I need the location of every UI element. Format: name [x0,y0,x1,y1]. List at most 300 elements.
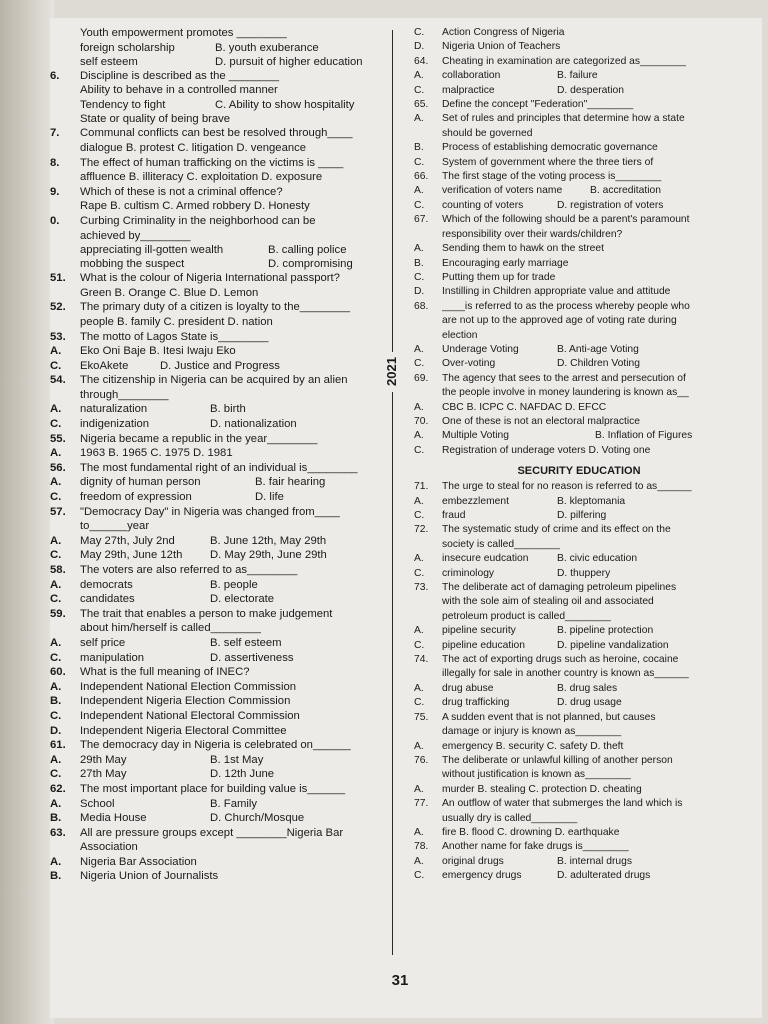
line-marker: 74. [414,654,429,666]
line-text: about him/herself is called________ [80,622,261,635]
question-line [414,682,714,696]
line-marker: 70. [414,415,429,427]
option-text: indigenization [80,418,150,431]
line-marker: 52. [50,301,66,314]
question-line [50,185,376,200]
option-pair [442,696,714,710]
line-text: The agency that sees to the arrest and persecution of [442,372,686,384]
question-line [414,199,714,213]
option-text: D. registration of voters [557,199,664,211]
option-text: drug abuse [442,682,494,694]
option-pair [442,509,714,523]
line-text: responsibility over their wards/children? [442,228,623,240]
line-text: through________ [80,388,169,401]
line-text: affluence B. illiteracy C. exploitation D. exposure [80,171,323,184]
option-text: School [80,797,115,810]
option-text: D. pipeline vandalization [557,639,669,651]
column-divider [392,30,393,955]
option-pair [80,490,376,504]
option-text: original drugs [442,855,504,867]
question-line [414,624,714,638]
question-line [50,694,376,709]
question-line [414,725,714,739]
line-marker: 51. [50,272,66,285]
line-marker: 75. [414,711,429,723]
question-line [414,26,714,40]
line-marker: A. [414,430,424,442]
line-text: usually dry is called________ [442,812,578,824]
question-line [414,357,714,371]
question-line [414,98,714,112]
question-line [414,112,714,126]
line-marker: A. [50,403,62,416]
option-text: D. compromising [268,258,353,271]
option-text: embezzlement [442,495,509,507]
question-line [50,505,376,520]
question-line [414,343,714,357]
option-text: May 27th, July 2nd [80,534,175,547]
option-text: D. Church/Mosque [210,812,305,825]
option-text: B. failure [557,70,598,82]
line-marker: A. [50,345,62,358]
question-line [50,724,376,739]
question-line [414,242,714,256]
line-text: The urge to steal for no reason is referred to as______ [442,481,692,493]
question-line [414,495,714,509]
line-marker: C. [50,593,62,606]
question-line [414,595,714,609]
line-marker: 0. [50,214,60,227]
question-line [414,271,714,285]
question-line [414,444,714,458]
option-pair [80,592,376,606]
question-line [50,402,376,417]
line-marker: 67. [414,214,429,226]
question-line [414,156,714,170]
line-marker: B. [50,870,62,883]
option-pair [80,402,376,416]
line-text: The first stage of the voting process is________ [442,171,662,183]
question-line [50,112,376,127]
question-line [50,797,376,812]
option-text: Multiple Voting [442,430,509,442]
book-binding [0,0,54,1024]
question-line [414,509,714,523]
question-line [50,621,376,636]
question-line [414,314,714,328]
line-marker: A. [50,476,62,489]
question-line [50,651,376,666]
line-text: Set of rules and principles that determine how a state [442,113,685,125]
question-line [50,753,376,768]
question-line [414,257,714,271]
left-column [50,26,376,884]
line-text: to______year [80,520,150,533]
line-text: Discipline is described as the ________ [80,69,280,82]
option-text: May 29th, June 12th [80,549,183,562]
option-pair [442,84,714,98]
line-text: Nigeria Bar Association [80,855,197,868]
line-marker: A. [414,625,424,637]
line-text: Nigeria Union of Journalists [80,870,219,883]
option-text: B. 1st May [210,753,264,766]
question-line [50,359,376,374]
option-text: mobbing the suspect [80,258,185,271]
line-marker: C. [414,510,425,521]
question-line [414,581,714,595]
question-line [414,40,714,54]
line-marker: 73. [414,582,429,594]
question-line [414,667,714,681]
line-marker: 65. [414,99,429,111]
line-marker: A. [50,447,62,460]
question-line [50,461,376,476]
question-line [50,98,376,112]
line-text: A sudden event that is not planned, but causes [442,711,656,723]
line-marker: A. [50,636,62,649]
question-line [414,228,714,242]
line-text: State or quality of being brave [80,112,231,125]
line-marker: A. [414,70,424,82]
line-marker: A. [414,783,424,795]
question-line [414,480,714,494]
question-line [414,840,714,854]
option-text: insecure eudcation [442,553,529,565]
question-line [50,243,376,257]
question-line [50,607,376,622]
line-marker: A. [414,855,424,867]
question-line [414,869,714,883]
line-text: Rape B. cultism C. Armed robbery D. Honesty [80,200,310,213]
line-text: Ability to behave in a controlled manner [80,84,278,97]
line-marker: A. [414,343,424,355]
line-text: Independent National Electoral Commission [80,709,300,722]
option-text: fraud [442,510,466,521]
line-text: should be governed [442,127,533,139]
line-marker: C. [414,84,425,96]
line-text: without justification is known as________ [442,769,631,781]
question-line [50,170,376,185]
question-line [414,552,714,566]
line-text: The trait that enables a person to make judgement [80,607,333,620]
option-pair [442,343,714,357]
line-text: The deliberate act of damaging petroleum pipelines [442,582,677,594]
line-text: are not up to the approved age of voting rate during [442,315,677,327]
question-line [50,83,376,98]
line-text: What is the colour of Nigeria International passport? [80,272,340,285]
question-line [50,534,376,549]
line-marker: C. [414,870,425,882]
line-text: with the sole aim of stealing oil and associated [442,596,654,608]
option-pair [80,417,376,431]
option-pair [442,495,714,509]
line-text: Another name for fake drugs is________ [442,841,629,853]
line-marker: 56. [50,461,66,474]
line-text: The democracy day in Nigeria is celebrated on______ [80,739,351,752]
option-pair [442,429,714,443]
option-text: foreign scholarship [80,41,175,54]
question-line [414,855,714,869]
question-line [50,257,376,271]
line-text: Which of these is not a criminal offence? [80,185,283,198]
question-line [50,69,376,84]
option-text: B. birth [210,403,246,416]
line-text: petroleum product is called________ [442,610,611,622]
line-marker: C. [50,768,62,781]
question-line [50,826,376,841]
option-text: D. Justice and Progress [160,359,280,372]
option-text: verification of voters name [442,185,563,197]
line-marker: C. [414,271,425,283]
line-text: Independent Nigeria Electoral Committee [80,724,287,737]
option-pair [442,869,714,883]
line-marker: A. [50,855,62,868]
line-text: The voters are also referred to as________ [80,564,298,576]
line-marker: 64. [414,55,429,67]
line-marker: A. [414,495,424,507]
question-line [414,141,714,155]
option-pair [80,578,376,592]
line-text: emergency B. security C. safety D. theft [442,740,624,752]
question-line [50,300,376,315]
line-text: Registration of underage voters D. Voting one [442,444,651,456]
line-text: The primary duty of a citizen is loyalty to the________ [80,301,351,314]
right-column [414,26,714,884]
question-line [50,811,376,826]
option-text: dignity of human person [80,476,201,489]
question-line [50,563,376,578]
line-marker: 68. [414,300,429,312]
option-text: collaboration [442,70,501,82]
line-marker: A. [414,401,424,413]
line-text: murder B. stealing C. protection D. cheating [442,783,642,795]
line-text: fire B. flood C. drowning D. earthquake [442,826,620,838]
option-text: B. drug sales [557,682,618,694]
question-line [414,170,714,184]
option-pair [80,257,376,271]
option-pair [80,767,376,781]
question-line [50,141,376,156]
line-text: All are pressure groups except ________Nigeria Bar [80,826,344,839]
option-pair [442,552,714,566]
option-pair [80,98,376,112]
question-line [414,740,714,754]
question-line [50,156,376,171]
line-marker: C. [50,709,62,722]
line-marker: A. [414,682,424,694]
line-marker: C. [414,199,425,211]
option-text: appreciating ill-gotten wealth [80,244,224,257]
option-text: emergency drugs [442,870,522,882]
line-text: The most important place for building value is______ [80,782,346,795]
option-text: pipeline security [442,625,516,637]
option-text: D. nationalization [210,418,297,431]
line-marker: 62. [50,782,66,795]
option-text: pipeline education [442,639,526,651]
line-marker: 69. [414,372,429,384]
question-line [50,636,376,651]
question-line [50,840,376,855]
question-line [50,432,376,447]
line-marker: 53. [50,330,66,343]
line-text: illegally for sale in another country is known as______ [442,668,689,680]
line-text: The most fundamental right of an individual is________ [80,461,358,474]
question-line [50,373,376,388]
option-text: D. adulterated drugs [557,870,651,882]
question-line [50,214,376,229]
question-line [50,199,376,214]
line-text: ____is referred to as the process whereby people who [442,300,690,312]
option-text: Media House [80,812,147,825]
line-marker: A. [50,534,62,547]
option-text: B. youth exuberance [215,41,319,54]
line-marker: 6. [50,69,60,82]
option-pair [80,41,376,55]
line-marker: 60. [50,666,66,679]
question-line [50,855,376,870]
option-text: D. desperation [557,84,624,96]
line-text: The deliberate or unlawful killing of another person [442,754,673,766]
option-text: D. pursuit of higher education [215,55,363,68]
question-line [414,127,714,141]
line-marker: B. [414,142,424,154]
page-number: 31 [391,972,409,989]
line-marker: B. [50,812,62,825]
line-marker: C. [414,156,425,168]
option-text: self esteem [80,55,138,68]
option-text: self price [80,636,126,649]
line-text: Youth empowerment promotes ________ [80,27,287,39]
question-line [50,490,376,505]
line-marker: 72. [414,524,429,536]
line-marker: 61. [50,739,66,752]
question-line [50,475,376,490]
option-text: malpractice [442,84,495,96]
line-text: Define the concept "Federation"________ [442,99,634,111]
option-text: B. Inflation of Figures [595,430,693,442]
line-text: society is called________ [442,538,560,550]
option-text: Underage Voting [442,343,519,355]
option-pair [442,682,714,696]
line-text: achieved by________ [80,229,191,242]
line-marker: D. [50,724,62,737]
line-text: Green B. Orange C. Blue D. Lemon [80,286,259,299]
question-line [50,344,376,359]
option-pair [442,624,714,638]
line-marker: A. [414,553,424,565]
question-line [414,812,714,826]
line-marker: C. [50,549,62,562]
question-line [50,229,376,244]
question-line [414,213,714,227]
question-line [50,767,376,782]
line-text: Putting them up for trade [442,271,556,283]
line-text: damage or injury is known as________ [442,726,622,738]
line-marker: 8. [50,156,60,169]
line-text: Curbing Criminality in the neighborhood can be [80,214,316,227]
line-marker: A. [50,797,62,810]
question-line [50,26,376,41]
question-line [50,55,376,69]
line-text: An outflow of water that submerges the land which is [442,798,683,810]
line-marker: A. [50,680,62,693]
line-marker: D. [414,41,425,53]
question-line [50,548,376,563]
line-marker: A. [414,243,424,255]
option-text: D. 12th June [210,768,275,781]
option-text: manipulation [80,651,145,664]
line-text: CBC B. ICPC C. NAFDAC D. EFCC [442,401,607,413]
question-line [414,696,714,710]
question-line [50,41,376,55]
option-text: B. June 12th, May 29th [210,534,327,547]
line-marker: 9. [50,185,60,198]
line-marker: 59. [50,607,66,620]
option-text: B. people [210,578,258,591]
line-marker: B. [50,695,62,708]
line-text: "Democracy Day" in Nigeria was changed from____ [80,505,340,518]
line-text: dialogue B. protest C. litigation D. vengeance [80,141,307,154]
question-line [414,711,714,725]
line-marker: C. [50,651,62,664]
line-text: Independent Nigeria Election Commission [80,695,291,708]
option-text: criminology [442,567,495,579]
option-text: B. internal drugs [557,855,632,867]
question-line [414,300,714,314]
option-text: D. life [255,491,284,504]
line-text: The systematic study of crime and its effect on the [442,524,671,536]
line-marker: C. [414,567,425,579]
option-pair [442,567,714,581]
line-text: The motto of Lagos State is________ [80,330,269,343]
question-line [50,869,376,884]
line-marker: C. [50,418,62,431]
line-marker: 66. [414,171,429,183]
question-line [414,653,714,667]
option-text: counting of voters [442,199,524,211]
line-text: people B. family C. president D. nation [80,315,273,328]
line-text: Eko Oni Baje B. Itesi Iwaju Eko [80,345,236,358]
question-line [50,286,376,301]
line-text: The effect of human trafficking on the victims is ____ [80,156,344,169]
line-marker: B. [414,257,424,269]
option-text: B. Anti-age Voting [557,343,639,355]
option-text: freedom of expression [80,491,192,504]
question-line [414,372,714,386]
line-text: Nigeria became a republic in the year________ [80,432,318,445]
line-text: One of these is not an electoral malpractice [442,415,641,427]
question-line [50,271,376,286]
question-line [50,782,376,797]
question-line [414,415,714,429]
line-text: What is the full meaning of INEC? [80,666,250,679]
line-marker: A. [414,740,424,752]
question-line [414,84,714,98]
option-text: D. electorate [210,593,275,606]
option-text: B. pipeline protection [557,625,654,637]
option-pair [80,359,376,373]
question-line [414,401,714,415]
line-marker: 7. [50,127,60,140]
line-text: Communal conflicts can best be resolved through____ [80,127,353,140]
line-marker: C. [50,359,62,372]
line-marker: A. [50,578,62,591]
line-text: Cheating in examination are categorized as________ [442,55,686,67]
line-marker: 54. [50,374,66,387]
question-line [50,388,376,403]
question-line [414,754,714,768]
line-text: Action Congress of Nigeria [442,27,565,38]
